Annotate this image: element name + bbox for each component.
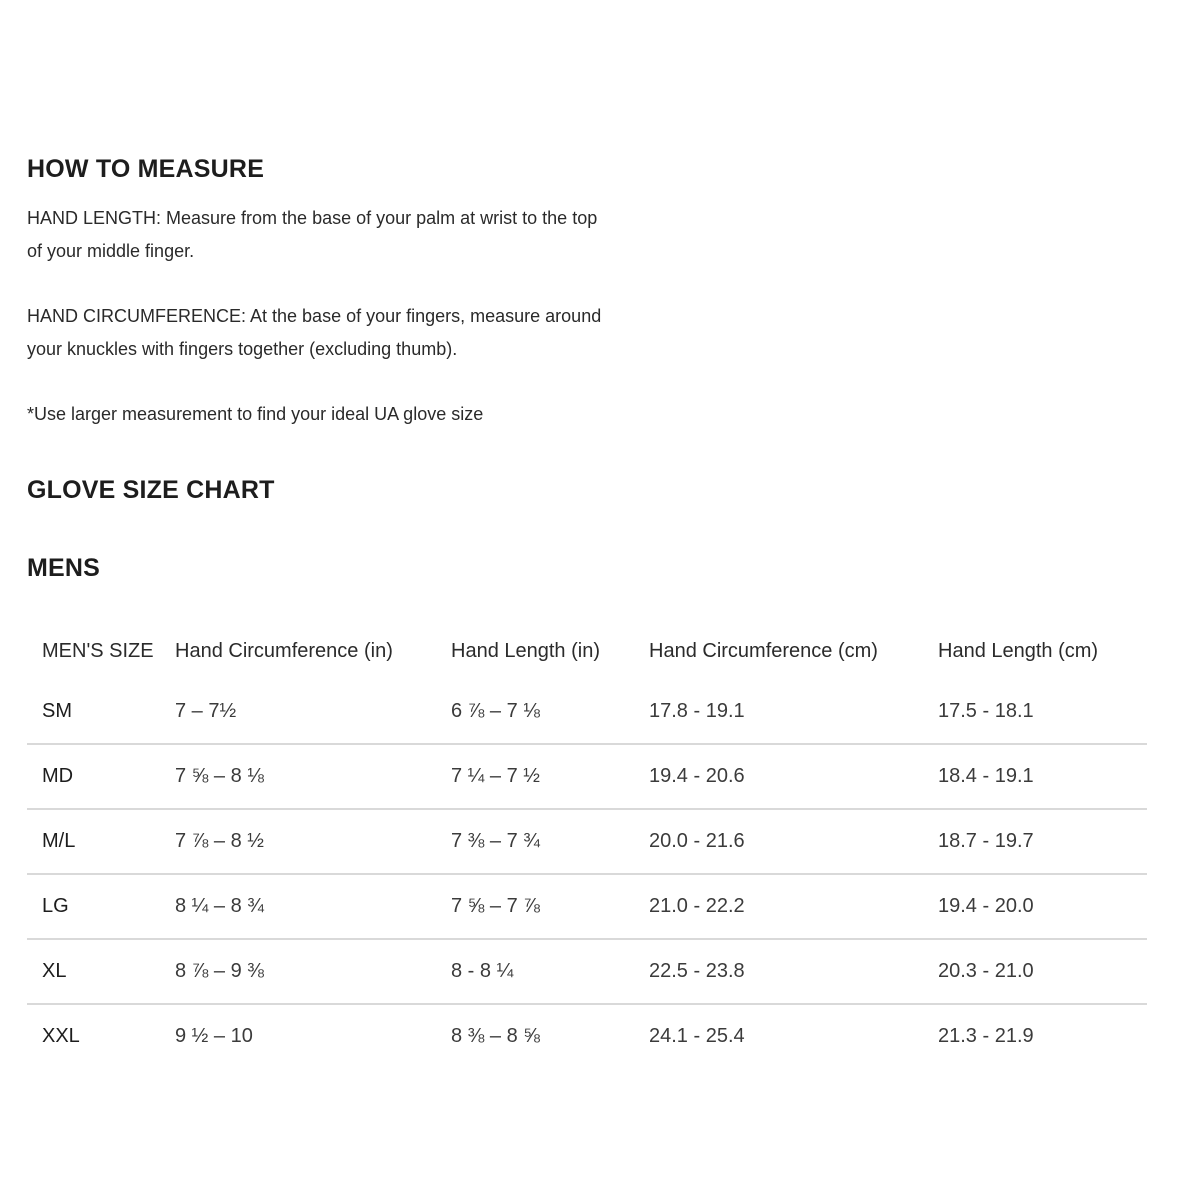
glove-size-table [27, 622, 1147, 1068]
column-header-length-in: Hand Length (in) [451, 639, 600, 662]
circumference-cm-cell: 22.5 - 23.8 [649, 960, 745, 982]
circumference-cm-cell: 17.8 - 19.1 [649, 700, 745, 722]
table-header-row [27, 622, 1147, 680]
length-cm-cell: 18.4 - 19.1 [938, 765, 1034, 787]
length-cm-cell: 19.4 - 20.0 [938, 895, 1034, 917]
length-in-cell: 8 ⅜ – 8 ⅝ [451, 1025, 540, 1047]
circumference-in-cell: 7 ⅞ – 8 ½ [175, 830, 264, 852]
measurement-note: *Use larger measurement to find your ideal UA glove size [27, 404, 484, 424]
hand-circumference-instructions [27, 300, 667, 366]
length-in-cell: 7 ¼ – 7 ½ [451, 765, 540, 787]
length-cm-cell: 20.3 - 21.0 [938, 960, 1034, 982]
mens-section-heading: MENS [27, 554, 101, 582]
length-cm-cell: 21.3 - 21.9 [938, 1025, 1034, 1047]
length-in-cell: 8 - 8 ¼ [451, 960, 514, 982]
glove-size-chart-heading: GLOVE SIZE CHART [27, 476, 275, 504]
hand-circumference-line-1: HAND CIRCUMFERENCE: At the base of your fingers, measure around [27, 306, 602, 326]
table-row [27, 874, 1147, 939]
hand-circumference-line-2: your knuckles with fingers together (excluding thumb). [27, 339, 458, 359]
size-cell: XL [42, 960, 67, 982]
column-header-circumference-in: Hand Circumference (in) [175, 639, 393, 662]
circumference-in-cell: 8 ¼ – 8 ¾ [175, 895, 264, 917]
circumference-cm-cell: 19.4 - 20.6 [649, 765, 745, 787]
column-header-size: MEN'S SIZE [42, 639, 154, 662]
length-in-cell: 7 ⅝ – 7 ⅞ [451, 895, 540, 917]
circumference-cm-cell: 21.0 - 22.2 [649, 895, 745, 917]
column-header-circumference-cm: Hand Circumference (cm) [649, 639, 878, 662]
column-header-length-cm: Hand Length (cm) [938, 639, 1099, 662]
table-row [27, 680, 1147, 744]
circumference-cm-cell: 20.0 - 21.6 [649, 830, 745, 852]
size-cell: SM [42, 700, 72, 722]
hand-length-line-2: of your middle finger. [27, 241, 195, 261]
circumference-in-cell: 7 ⅝ – 8 ⅛ [175, 765, 264, 787]
length-cm-cell: 17.5 - 18.1 [938, 700, 1034, 722]
circumference-in-cell: 7 – 7½ [175, 700, 237, 722]
size-cell: XXL [42, 1025, 80, 1047]
hand-length-line-1: HAND LENGTH: Measure from the base of your palm at wrist to the top [27, 208, 598, 228]
table-row [27, 1004, 1147, 1068]
table-row [27, 809, 1147, 874]
size-cell: LG [42, 895, 69, 917]
length-in-cell: 7 ⅜ – 7 ¾ [451, 830, 540, 852]
size-cell: MD [42, 765, 74, 787]
circumference-in-cell: 8 ⅞ – 9 ⅜ [175, 960, 264, 982]
circumference-in-cell: 9 ½ – 10 [175, 1025, 253, 1047]
circumference-cm-cell: 24.1 - 25.4 [649, 1025, 745, 1047]
size-cell: M/L [42, 830, 76, 852]
length-in-cell: 6 ⅞ – 7 ⅛ [451, 700, 540, 722]
table-row [27, 939, 1147, 1004]
hand-length-instructions [27, 202, 667, 268]
how-to-measure-heading: HOW TO MEASURE [27, 155, 265, 183]
length-cm-cell: 18.7 - 19.7 [938, 830, 1034, 852]
table-row [27, 744, 1147, 809]
